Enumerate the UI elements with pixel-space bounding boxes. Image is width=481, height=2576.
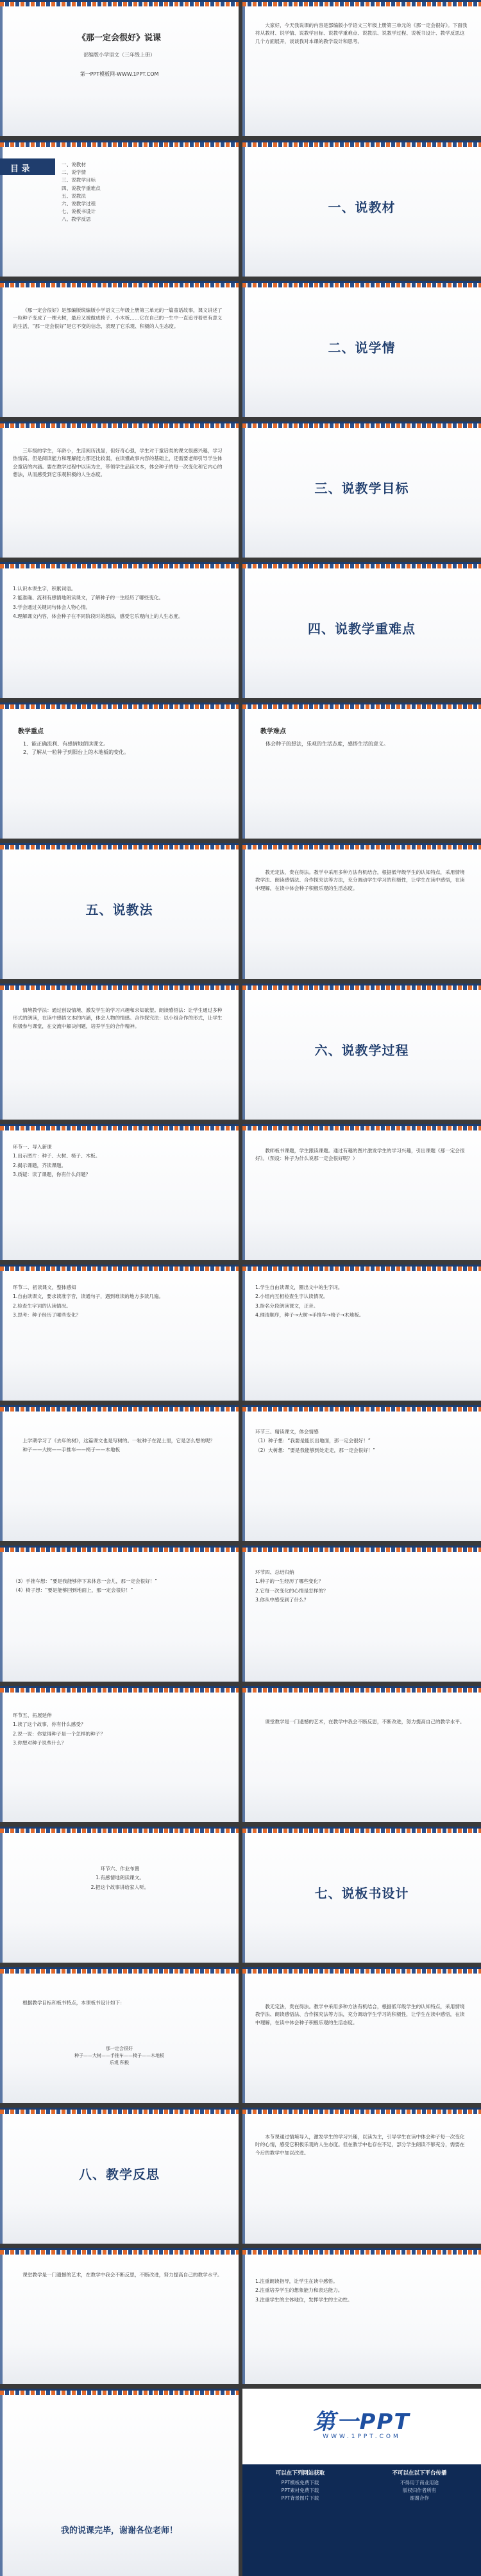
key-points-heading: 教学重点 (18, 728, 44, 735)
reflection2-block (13, 2271, 227, 2280)
slide-section-8 (0, 2108, 239, 2244)
decor-stripe (242, 2110, 481, 2114)
slide-process-flow (0, 1405, 239, 1541)
decor-stripe (242, 2, 481, 6)
step2-title: 环节二、初读课文，整体感知 (13, 1284, 76, 1290)
slide-section-1 (242, 141, 481, 277)
cover-subtitle: 部编版小学语文（三年级上册） (83, 52, 155, 58)
slide-left-bar (242, 849, 245, 979)
decor-stripe (242, 1969, 481, 1974)
goal-item: 3.学会通过关键词句体会人物心情。 (13, 604, 91, 610)
step5-item: 1.读了这个故事，你有什么感受？ (13, 1721, 86, 1728)
decor-stripe (0, 704, 239, 709)
toc-item[interactable]: 八、教学反思 (62, 216, 91, 223)
method-detail-block (13, 1007, 227, 1032)
slide-left-bar (242, 1130, 245, 1260)
flow-line: 种子——大树——手推车——椅子——木地板 (22, 1447, 121, 1453)
decor-stripe (0, 142, 239, 147)
cover-title: 《那一定会很好》说课 (77, 33, 161, 43)
slide-process-step6 (0, 1827, 239, 1963)
toc-list (62, 161, 101, 224)
decor-stripe (242, 1267, 481, 1271)
step3-item: （2）大树想：“要是我能够到处走走，那一定会很好！” (255, 1447, 376, 1453)
slide-section-2 (242, 281, 481, 417)
slide-section-7 (242, 1827, 481, 1963)
slide-methods (242, 843, 481, 979)
toc-item[interactable]: 二、说学情 (62, 169, 86, 176)
step5-block (13, 1712, 227, 1749)
decor-stripe (242, 564, 481, 568)
step1-item: 3.质疑：读了课题，你有什么问题？ (13, 1172, 91, 1178)
brand-left-heading: 可以在下列网站获取 (275, 2470, 325, 2477)
slide-section-6 (242, 984, 481, 1120)
decor-stripe (0, 2, 239, 6)
slide-intro (242, 0, 481, 136)
textbook-text: 《那一定会很好》是部编版统编版小学语文三年级上册第三单元的一篇童话故事，课文讲述了一粒种子变成了一棵大树，最后又被做成椅子、小木板……它在自己的一生中一直追寻着更有意义的生活，“那一定会很好”是它不变的信念，表现了它乐观、积极的人生态度。 (13, 307, 223, 329)
step1-item: 2.揭示课题，齐读课题。 (13, 1162, 67, 1168)
slide-process-step3b (0, 1546, 239, 1682)
slide-brand (242, 2389, 481, 2576)
slide-cover (0, 0, 239, 136)
brand-logo: 第一PPT (313, 2409, 410, 2435)
slide-process-step2b (242, 1265, 481, 1401)
slide-left-bar (0, 1833, 3, 1963)
decor-stripe (0, 845, 239, 849)
section-title: 四、说教学重难点 (308, 621, 416, 636)
decor-stripe (0, 1969, 239, 1974)
section-title: 五、说教法 (85, 902, 153, 917)
step2-item: 2.检查生字词的认读情况。 (13, 1302, 71, 1309)
toc-item[interactable]: 七、说板书设计 (62, 209, 96, 215)
toc-item[interactable]: 四、说教学重难点 (62, 185, 101, 191)
slide-process-step4 (242, 1546, 481, 1682)
step1b-block (255, 1147, 469, 1164)
brand-left-line: PPT模板免费下载 (281, 2480, 319, 2486)
slide-reflection-2 (0, 2248, 239, 2384)
slide-section-3 (242, 422, 481, 558)
step3-item: （4）椅子想：“要是能够回到地面上，那一定会很好！” (13, 1587, 133, 1594)
step4-title: 环节四、总结归纳 (255, 1569, 294, 1575)
decor-stripe (0, 985, 239, 990)
goal-item: 4.理解课文内容，体会种子在不同阶段时的想法，感受它乐观向上的人生态度。 (13, 613, 183, 620)
step2-item: 3.思考：种子经历了哪些变化？ (13, 1312, 81, 1318)
step2-block (13, 1284, 227, 1321)
slide-method-detail (0, 984, 239, 1120)
slide-left-bar (0, 2395, 3, 2576)
slide-left-bar (0, 1693, 3, 1822)
step2b-block (255, 1284, 469, 1321)
step6-title: 环节六、作业布置 (100, 1866, 140, 1872)
slide-section-4 (242, 562, 481, 698)
reflection-item: 3.注重学生的主体地位，发挥学生的主动性。 (255, 2296, 353, 2303)
board-line: 乐观 积极 (109, 2060, 130, 2065)
learners-text: 三年级的学生，年龄小，生活阅历浅显，但好奇心强，学生对于童话类的课文很感兴趣，学习热情高。但是阅读能力和理解能力都还比较弱，在读懂故事内容的基础上，还需要老师引导学生体会童话的内涵。要在教学过程中以读为主，带领学生品读文本，体会种子的每一次变化和它内心的想法，从而感受到它乐观积极的人生态度。 (13, 448, 223, 478)
board-title: 那一定会很好 (106, 2046, 133, 2051)
slide-board-note (242, 1967, 481, 2103)
slide-reflection-3 (242, 2248, 481, 2384)
intro-text-block (255, 22, 469, 47)
slide-left-bar (0, 1130, 3, 1260)
step6-item: 2.把这个故事讲给家人听。 (90, 1884, 149, 1890)
toc-heading: 目 录 (0, 158, 55, 175)
section-title: 二、说学情 (328, 340, 396, 355)
brand-left-line: PPT素材免费下载 (281, 2487, 319, 2493)
methods-text: 教无定法，贵在得法。教学中采用多种方法有机结合，根据低年级学生的认知特点，采用情境教学法、朗读感悟法、合作探究法等方法，充分调动学生学习的积极性，让学生在读中感悟，在读中理解，在读中体会种子积极乐观的生活态度。 (255, 869, 465, 891)
step1b-text: 教师板书课题，学生跟读课题。通过有趣的图片激发学生的学习兴趣，引出课题《那一定会很好》。（预设：种子为什么说那一定会很好呢？） (255, 1148, 465, 1162)
brand-right-line: 谢谢合作 (410, 2495, 429, 2501)
slide-left-bar (0, 709, 3, 839)
step4-block (255, 1569, 469, 1606)
section-title: 七、说板书设计 (314, 1886, 409, 1901)
decor-stripe (242, 1688, 481, 1693)
step2b-item: 3.指名分段朗读课文，正音。 (255, 1302, 319, 1309)
slide-goals (0, 562, 239, 698)
slide-left-bar (0, 568, 3, 698)
decor-stripe (242, 845, 481, 849)
slide-left-bar (242, 1552, 245, 1682)
slide-board (0, 1967, 239, 2103)
step2b-item: 2.小组内互相检查生字认读情况。 (255, 1293, 328, 1300)
toc-item[interactable]: 五、说教法 (62, 192, 86, 199)
decor-stripe (242, 142, 481, 147)
slide-left-bar (242, 1271, 245, 1401)
slide-textbook (0, 281, 239, 417)
decor-stripe (242, 1126, 481, 1130)
step5-title: 环节五、拓展延伸 (13, 1712, 52, 1718)
step3-title: 环节三、精读课文，体会情感 (255, 1429, 319, 1435)
board-note: 教无定法，贵在得法。教学中采用多种方法有机结合，根据低年级学生的认知特点，采用情境教学法、朗读感悟法、合作探究法等方法，充分调动学生学习的积极性，让学生在读中感悟，在读中理解，在读中体会种子积极乐观的生活态度。 (255, 2004, 465, 2026)
board-design (26, 2045, 213, 2067)
decor-stripe (0, 423, 239, 428)
slide-left-bar (242, 1693, 245, 1822)
toc-item[interactable]: 三、说教学目标 (62, 177, 96, 183)
slide-process-step1b (242, 1124, 481, 1260)
brand-url[interactable]: WWW.1PPT.COM (323, 2434, 401, 2440)
step3-block (255, 1428, 469, 1456)
decor-stripe (242, 2250, 481, 2255)
methods-text-block (255, 869, 469, 894)
reflection-list (255, 2278, 469, 2305)
step1-title: 环节一、导入新课 (13, 1144, 52, 1150)
decor-stripe (0, 2391, 239, 2395)
decor-stripe (0, 1267, 239, 1271)
brand-right-heading: 不可以在以下平台传播 (392, 2470, 447, 2477)
step2b-item: 1.学生自由读课文，圈出文中的生字词。 (255, 1284, 343, 1290)
slide-thanks (0, 2389, 239, 2576)
goal-item: 2.能准确、流利有感情地朗读课文，了解种子的一生经历了哪些变化。 (13, 595, 164, 601)
slide-left-bar (0, 1271, 3, 1401)
step3b-block (13, 1578, 227, 1596)
reflection-item: 1.注重朗读指导，让学生在读中感悟。 (255, 2278, 338, 2284)
decor-stripe (242, 985, 481, 990)
slide-left-bar (242, 1412, 245, 1541)
step4-item: 3.你从中感受到了什么？ (255, 1597, 309, 1603)
board-intro: 根据教学目标和板书特点，本课板书设计如下： (22, 2000, 125, 2006)
decor-stripe (242, 1548, 481, 1552)
slide-difficulties (242, 703, 481, 839)
slide-reflection (242, 2108, 481, 2244)
reflection-item: 2.注重培养学生的想象能力和表达能力。 (255, 2287, 343, 2294)
step6-block (13, 1865, 227, 1893)
difficulties-heading: 教学难点 (260, 728, 286, 735)
slide-left-bar (242, 1974, 245, 2103)
slide-left-bar (0, 428, 3, 558)
decor-stripe (0, 283, 239, 287)
step5-item: 2.说一说：你觉得种子是一个怎样的种子？ (13, 1730, 105, 1737)
decor-stripe (0, 2250, 239, 2255)
decor-stripe (242, 283, 481, 287)
slide-left-bar (0, 1412, 3, 1541)
key-points-list (23, 740, 223, 756)
key-point-item: 2、了解从一粒种子到阳台上的木地板的变化。 (23, 749, 130, 755)
step3-item: （3）手推车想：“要是我能够停下来休息一会儿，那一定会很好！” (13, 1578, 158, 1584)
board-note-block (255, 2003, 469, 2028)
reflection-block (255, 2133, 469, 2158)
step4-item: 1.种子的一生经历了哪些变化？ (255, 1578, 323, 1585)
decor-stripe (242, 1407, 481, 1412)
decor-stripe (0, 1688, 239, 1693)
slide-left-bar (0, 990, 3, 1120)
learners-text-block (13, 447, 227, 481)
slide-process-step3 (242, 1405, 481, 1541)
slide-key-points (0, 703, 239, 839)
cover-site: 第一PPT模板网-WWW.1PPT.COM (80, 71, 159, 77)
decor-stripe (242, 704, 481, 709)
reflection-text: 本节课通过情境导入，激发学生的学习兴趣，以读为主，引导学生在读中体会种子每一次变化时的心情，感受它积极乐观的人生态度。但在教学中也存在不足，部分学生朗读不够充分，需要在今后的教学中加以改进。 (255, 2134, 465, 2156)
slide-learners (0, 422, 239, 558)
slide-left-bar (242, 709, 245, 839)
step6-item: 1.有感情地朗读课文。 (96, 1875, 144, 1881)
slide-process-step1 (0, 1124, 239, 1260)
section-title: 六、说教学过程 (314, 1043, 409, 1058)
toc-item[interactable]: 一、说教材 (62, 162, 86, 167)
decor-stripe (242, 423, 481, 428)
board-line: 种子——大树——手推车——椅子——木地板 (74, 2053, 164, 2058)
method-detail-text: 情境教学法：通过创设情境、激发学生的学习兴趣和求知欲望。朗读感悟法：让学生通过多种形式的朗读，在读中感悟文本的内涵，体会人物的情感。合作探究法：以小组合作的形式，让学生积极参与课堂，在交流中解决问题，培养学生的合作精神。 (13, 1007, 223, 1029)
slide-section-5 (0, 843, 239, 979)
slide-left-bar (242, 6, 245, 136)
slide-toc (0, 141, 239, 277)
reflection-text-2: 课堂教学是一门遗憾的艺术，在教学中我会不断反思，不断改进，努力提高自己的教学水平。 (22, 2272, 223, 2278)
section-title: 八、教学反思 (79, 2167, 160, 2182)
step3-item: （1）种子想：“我要是能长出地面，那一定会很好！” (255, 1438, 371, 1444)
board-intro-block (13, 1999, 227, 2008)
textbook-text-block (13, 307, 227, 332)
decor-stripe (0, 564, 239, 568)
flow-block (13, 1437, 227, 1456)
step4-item: 2.它每一次变化的心情是怎样的？ (255, 1587, 328, 1594)
step5-item: 3.你想对种子说些什么？ (13, 1740, 67, 1746)
brand-left-column (242, 2469, 358, 2502)
step3-intro: 上学期学习了《去年的树》，这篇课文也是写树的。一粒种子在泥土里，它是怎么想的呢？ (22, 1438, 215, 1444)
brand-right-line: 不得用于商业用途 (400, 2480, 439, 2486)
slide-left-bar (242, 2114, 245, 2244)
slide-left-bar (242, 2255, 245, 2384)
slide-left-bar (0, 2255, 3, 2384)
slide-left-bar (0, 287, 3, 417)
key-point-item: 1、能正确流利、有感情地朗读课文。 (23, 741, 109, 747)
section-title: 一、说教材 (328, 200, 396, 215)
step2b-item: 4.理清顺序，种子→大树→手推车→椅子→木地板。 (255, 1312, 364, 1318)
slide-left-bar (0, 1552, 3, 1682)
decor-stripe (0, 2110, 239, 2114)
brand-right-line: 版权归作者所有 (402, 2487, 437, 2493)
step1-item: 1.出示图片：种子、大树、椅子、木板。 (13, 1153, 101, 1159)
step2-item: 1.自由读课文，要求读准字音，读通句子，遇到难读的地方多读几遍。 (13, 1293, 164, 1300)
goals-list (13, 585, 227, 622)
decor-stripe (0, 1407, 239, 1412)
summary-block (255, 1718, 469, 1727)
slide-process-step5 (0, 1686, 239, 1822)
brand-left-line: PPT背景图片下载 (281, 2495, 319, 2501)
slide-process-summary (242, 1686, 481, 1822)
brand-right-column (362, 2469, 477, 2502)
decor-stripe (0, 1829, 239, 1833)
decor-stripe (0, 1126, 239, 1130)
goal-item: 1.认识本课生字，积累词语。 (13, 586, 76, 592)
intro-text: 大家好，今天我说课的内容是部编版小学语文三年级上册第三单元的《那一定会很好》。下面我将从教材、说学情、说教学目标、说教学重难点、说教法、说教学过程、说板书设计、教学反思这几个方面展开，谈谈我对本课的教学设计和思考。 (255, 22, 468, 44)
step1-block (13, 1143, 227, 1181)
decor-stripe (0, 1548, 239, 1552)
summary-text: 课堂教学是一门遗憾的艺术，在教学中我会不断反思，不断改进，努力提高自己的教学水平。 (265, 1719, 465, 1725)
slide-left-bar (0, 1974, 3, 2103)
decor-stripe (242, 1829, 481, 1833)
difficulties-text: 体会种子的想法，乐观的生活态度，感悟生活的意义。 (266, 741, 389, 747)
thanks-text: 我的说课完毕，谢谢各位老师！ (60, 2526, 178, 2536)
section-title: 三、说教学目标 (314, 481, 409, 496)
slide-process-step2 (0, 1265, 239, 1401)
toc-item[interactable]: 六、说教学过程 (62, 201, 96, 207)
